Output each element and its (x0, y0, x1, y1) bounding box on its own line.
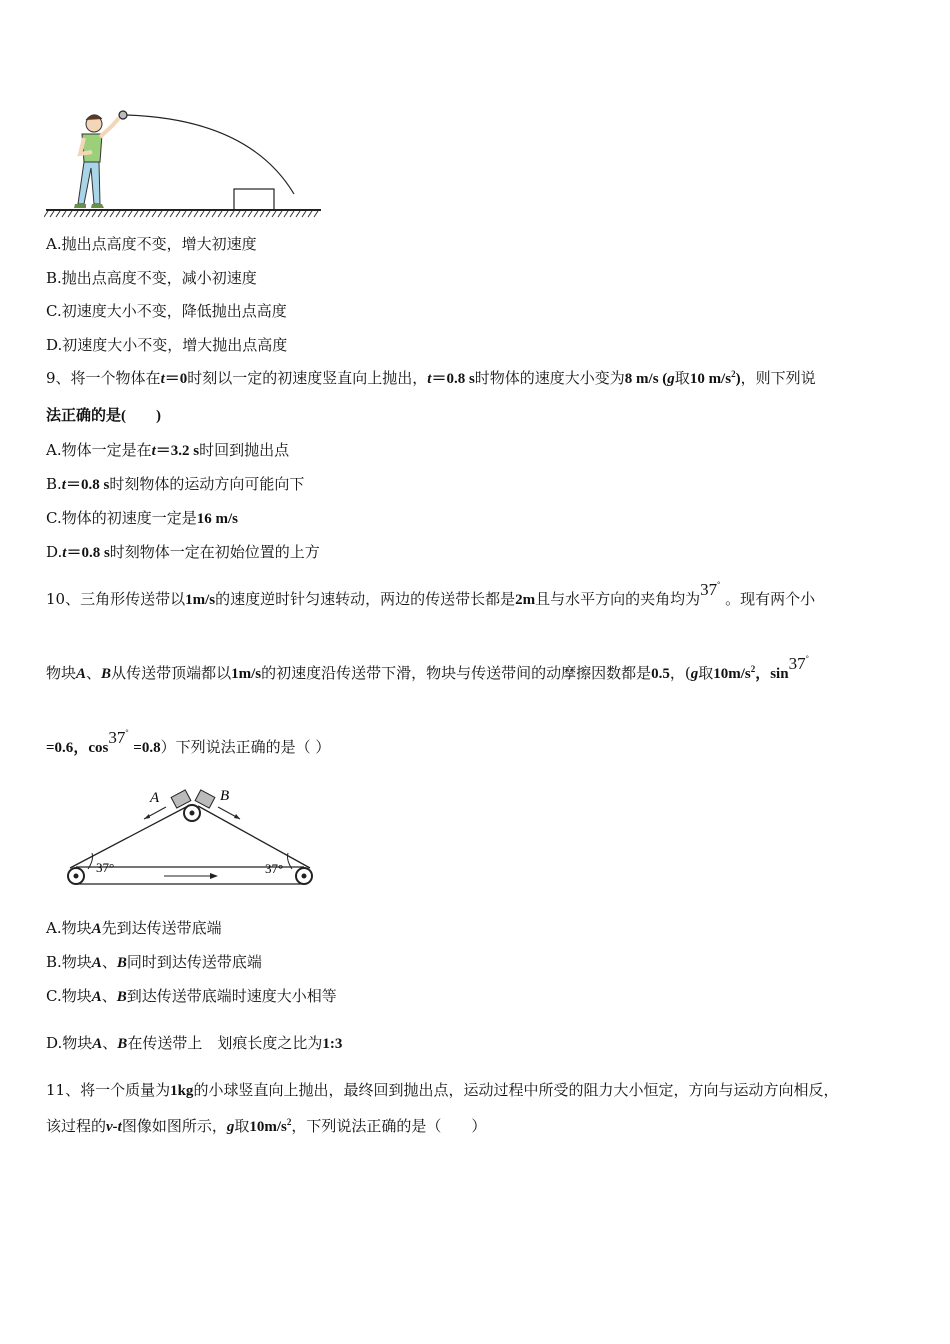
label-b: B (220, 788, 230, 804)
q8-option-d[interactable]: D.初速度大小不变，增大抛出点高度 (46, 336, 288, 354)
angle-left: 37° (96, 860, 115, 875)
q11-stem-line1: 11、将一个质量为1kg的小球竖直向上抛出，最终回到抛出点，运动过程中所受的阻力大小恒定，方向与运动方向相反， (46, 1081, 839, 1099)
q9-option-a[interactable]: A.物体一定是在t＝3.2 s时回到抛出点 (46, 441, 290, 459)
q10-option-c[interactable]: C.物块A、B到达传送带底端时速度大小相等 (46, 987, 337, 1005)
q9-option-d[interactable]: D.t＝0.8 s时刻物体一定在初始位置的上方 (46, 543, 320, 561)
ball (119, 111, 127, 119)
q10-option-d[interactable]: D.物块A、B在传送带上 划痕长度之比为1:3 (46, 1034, 343, 1052)
q10-option-b[interactable]: B.物块A、B同时到达传送带底端 (46, 953, 262, 971)
q11-stem-line2: 该过程的v-t图像如图所示，g取$10m/s^2$，下列说法正确的是（ ） (46, 1117, 487, 1135)
q8-option-c[interactable]: C.初速度大小不变，降低抛出点高度 (46, 302, 287, 320)
trajectory-curve (126, 115, 294, 194)
q9-option-c[interactable]: C.物体的初速度一定是16 m/s (46, 509, 238, 527)
q10-option-a[interactable]: A.物块A先到达传送带底端 (46, 919, 222, 937)
q10-stem-line1: 10、三角形传送带以1m/s的速度逆时针匀速转动，两边的传送带长都是2m且与水平方向的夹角均为37° 。现有两个小 (46, 580, 816, 608)
angle-right: 37° (265, 861, 284, 876)
pulley-top (184, 805, 200, 821)
q9-option-b[interactable]: B.t＝0.8 s时刻物体的运动方向可能向下 (46, 475, 305, 493)
conveyor-figure (60, 780, 330, 895)
q9-stem-line2: 法正确的是( ) (46, 408, 161, 424)
block-b (195, 790, 215, 808)
person-figure (74, 115, 119, 208)
q8-option-a[interactable]: A.抛出点高度不变，增大初速度 (46, 235, 257, 253)
q10-stem-line2: 物块A、B从传送带顶端都以1m/s的初速度沿传送带下滑，物块与传送带间的动摩擦因数都是0.5，(g取$10m/s^2$，sin37° (46, 654, 809, 682)
q9-stem-line1: 9、将一个物体在t＝0时刻以一定的初速度竖直向上抛出，t＝0.8 s时物体的速度大小变为8 m/s (g取10 $m/s^2$)，则下列说 (46, 369, 816, 387)
label-a: A (150, 790, 160, 806)
q10-stem-line3: =0.6，cos37° =0.8）下列说法正确的是（ ） (46, 728, 331, 756)
pulley-right (296, 868, 312, 884)
q8-option-b[interactable]: B.抛出点高度不变，减小初速度 (46, 269, 257, 287)
pulley-left (68, 868, 84, 884)
target-box (234, 189, 274, 210)
projectile-figure (44, 104, 324, 224)
